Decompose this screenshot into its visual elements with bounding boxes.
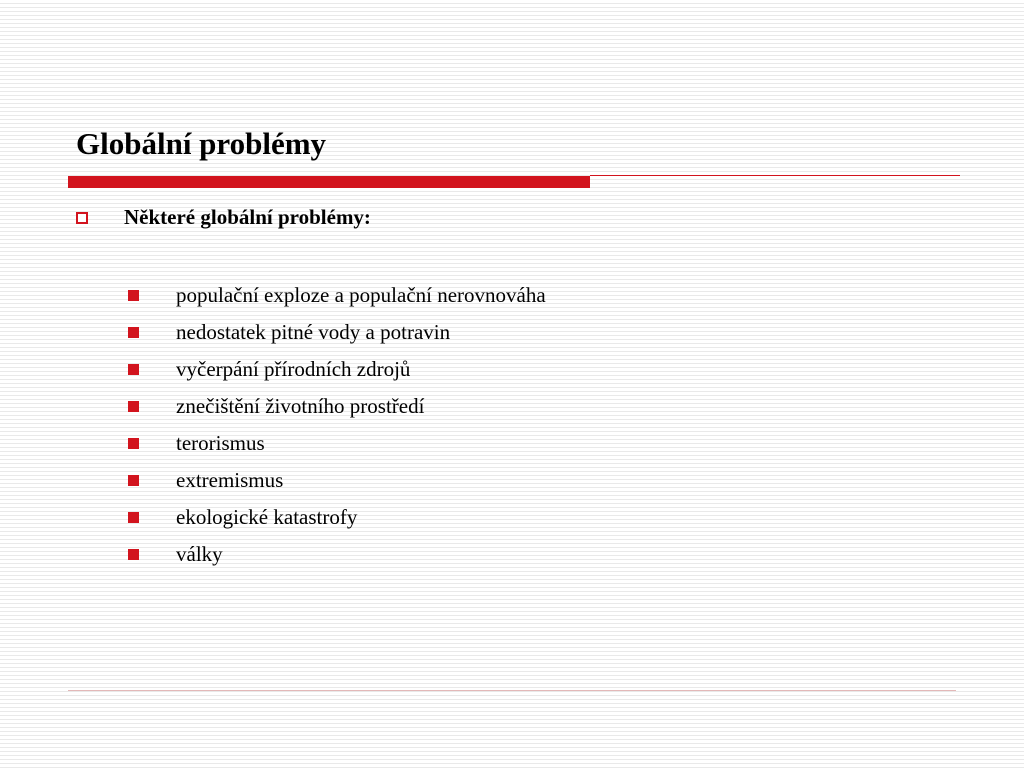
list-item-text: ekologické katastrofy — [176, 505, 358, 529]
intro-text: Některé globální problémy: — [124, 205, 371, 229]
footer-divider — [68, 690, 956, 691]
hollow-square-bullet-icon — [76, 212, 88, 224]
list-item — [128, 536, 546, 573]
list-item-text: války — [176, 542, 223, 566]
square-bullet-icon — [128, 549, 139, 560]
list-item — [128, 499, 546, 536]
square-bullet-icon — [128, 364, 139, 375]
square-bullet-icon — [128, 475, 139, 486]
list-item-text: terorismus — [176, 431, 265, 455]
list-item-text: extremismus — [176, 468, 284, 492]
square-bullet-icon — [128, 290, 139, 301]
square-bullet-icon — [128, 438, 139, 449]
list-item — [128, 462, 546, 499]
square-bullet-icon — [128, 512, 139, 523]
intro-bullet — [76, 205, 371, 230]
list-item — [128, 351, 546, 388]
list-item-text: nedostatek pitné vody a potravin — [176, 320, 451, 344]
list-item — [128, 388, 546, 425]
list-item — [128, 314, 546, 351]
list-item-text: znečištění životního prostředí — [176, 394, 425, 418]
square-bullet-icon — [128, 327, 139, 338]
slide-title: Globální problémy — [76, 126, 327, 161]
problem-list — [128, 277, 546, 573]
list-item-text: populační exploze a populační nerovnováha — [176, 283, 546, 307]
square-bullet-icon — [128, 401, 139, 412]
title-underline-thick — [68, 176, 590, 188]
list-item — [128, 277, 546, 314]
list-item-text: vyčerpání přírodních zdrojů — [176, 357, 411, 381]
title-underline-thin — [590, 175, 960, 176]
list-item — [128, 425, 546, 462]
